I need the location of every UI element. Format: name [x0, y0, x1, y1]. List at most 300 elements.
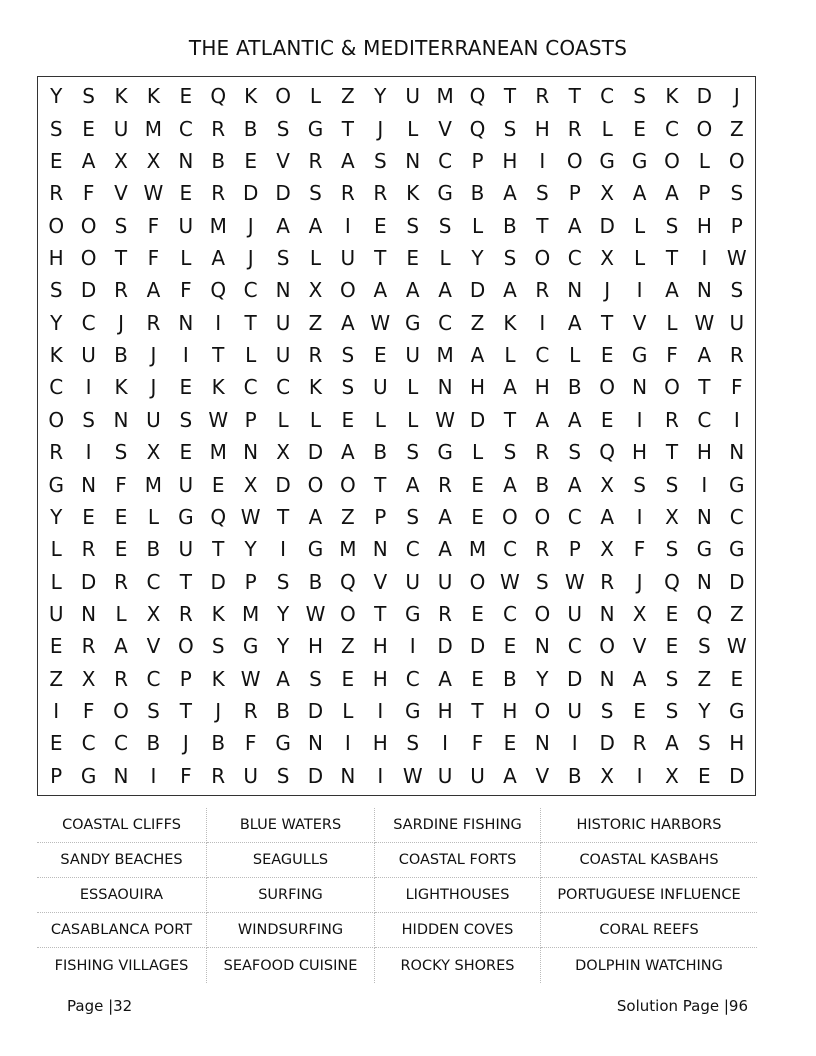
grid-letter: A — [211, 245, 226, 270]
grid-letter: A — [114, 634, 128, 659]
grid-letter: A — [567, 213, 582, 238]
grid-letter: C — [178, 116, 193, 141]
grid-letter: M — [436, 84, 454, 109]
grid-letter: S — [665, 699, 679, 724]
grid-letter: C — [567, 504, 582, 529]
grid-letter: A — [146, 278, 161, 303]
grid-letter: G — [729, 472, 745, 497]
grid-letter: C — [405, 666, 420, 691]
grid-letter: T — [374, 245, 387, 270]
grid-letter: X — [276, 440, 290, 465]
grid-letter: L — [407, 407, 419, 432]
grid-letter: Z — [470, 310, 485, 335]
grid-letter: Y — [244, 537, 257, 562]
grid-letter: N — [599, 601, 615, 626]
grid-letter: K — [211, 666, 225, 691]
grid-letter: G — [729, 537, 745, 562]
grid-letter: G — [307, 116, 324, 141]
grid-letter: B — [146, 731, 161, 756]
grid-letter: T — [536, 213, 549, 238]
grid-letter: E — [600, 343, 614, 368]
grid-letter: I — [215, 310, 222, 335]
grid-letter: H — [696, 213, 712, 238]
grid-letter: W — [726, 245, 747, 270]
grid-letter: X — [600, 537, 614, 562]
grid-letter: L — [698, 148, 710, 173]
grid-letter: N — [113, 407, 129, 432]
grid-letter: A — [567, 407, 582, 432]
grid-letter: Y — [374, 84, 387, 109]
grid-letter: E — [373, 343, 387, 368]
grid-letter: F — [147, 213, 160, 238]
grid-letter: U — [275, 343, 291, 368]
grid-letter: R — [49, 181, 64, 206]
grid-letter: A — [665, 181, 679, 206]
grid-letter: D — [275, 472, 291, 497]
grid-letter: F — [731, 375, 743, 400]
word-list-item: COASTAL CLIFFS — [37, 808, 207, 843]
grid-letter: P — [374, 504, 387, 529]
grid-letter: H — [534, 375, 550, 400]
grid-letter: E — [49, 634, 63, 659]
grid-letter: U — [178, 213, 194, 238]
word-list-item: SEAFOOD CUISINE — [207, 948, 375, 983]
grid-letter: R — [340, 181, 355, 206]
grid-letter: U — [729, 310, 745, 335]
grid-letter: Z — [341, 84, 355, 109]
grid-letter: L — [439, 245, 451, 270]
grid-letter: C — [243, 375, 258, 400]
grid-letter: T — [601, 310, 614, 335]
grid-letter: Z — [729, 116, 744, 141]
grid-letter: A — [503, 181, 517, 206]
grid-letter: I — [539, 148, 546, 173]
grid-letter: G — [404, 310, 421, 335]
grid-letter: X — [665, 504, 679, 529]
grid-letter: S — [665, 213, 679, 238]
grid-letter: O — [340, 601, 356, 626]
grid-letter: R — [535, 537, 550, 562]
grid-letter: E — [633, 116, 646, 141]
grid-letter: E — [698, 763, 711, 788]
grid-letter: B — [503, 213, 517, 238]
grid-letter: L — [633, 245, 646, 270]
grid-letter: G — [178, 504, 194, 529]
grid-letter: V — [276, 148, 290, 173]
grid-letter: J — [247, 213, 254, 238]
grid-letter: R — [632, 731, 647, 756]
grid-letter: D — [567, 666, 583, 691]
grid-letter: R — [114, 569, 128, 594]
word-list-item: SEAGULLS — [207, 843, 375, 878]
grid-letter: L — [50, 537, 62, 562]
grid-letter: U — [437, 569, 453, 594]
grid-letter: X — [146, 601, 161, 626]
grid-letter: O — [566, 148, 583, 173]
grid-letter: M — [144, 472, 163, 497]
grid-letter: O — [48, 407, 65, 432]
grid-letter: J — [636, 569, 643, 594]
grid-letter: I — [636, 504, 643, 529]
grid-letter: E — [503, 634, 517, 659]
grid-letter: X — [665, 763, 679, 788]
grid-letter: N — [81, 601, 97, 626]
word-search-grid-frame — [37, 76, 756, 796]
grid-letter: I — [636, 407, 643, 432]
grid-letter: V — [146, 634, 161, 659]
grid-letter: R — [535, 84, 550, 109]
grid-letter: N — [437, 375, 453, 400]
grid-letter: R — [211, 181, 226, 206]
grid-letter: K — [49, 343, 63, 368]
grid-letter: A — [632, 181, 647, 206]
grid-letter: S — [665, 472, 679, 497]
grid-letter: C — [502, 601, 517, 626]
grid-letter: T — [503, 84, 517, 109]
grid-letter: Q — [696, 601, 713, 626]
grid-letter: X — [308, 278, 323, 303]
grid-letter: A — [276, 213, 290, 238]
grid-letter: R — [81, 634, 96, 659]
grid-letter: L — [471, 440, 484, 465]
grid-letter: W — [726, 634, 747, 659]
grid-letter: X — [600, 181, 614, 206]
grid-letter: B — [535, 472, 550, 497]
grid-letter: H — [372, 634, 388, 659]
grid-letter: C — [146, 569, 161, 594]
grid-letter: R — [49, 440, 64, 465]
grid-letter: T — [212, 537, 225, 562]
grid-letter: E — [665, 601, 679, 626]
grid-letter: Z — [729, 601, 744, 626]
grid-letter: W — [370, 310, 391, 335]
grid-letter: R — [438, 601, 453, 626]
grid-letter: O — [469, 569, 486, 594]
grid-letter: S — [147, 699, 160, 724]
grid-letter: L — [50, 569, 62, 594]
grid-letter: R — [308, 148, 323, 173]
grid-letter: U — [405, 569, 421, 594]
grid-letter: G — [437, 440, 453, 465]
grid-letter: M — [339, 537, 357, 562]
grid-letter: N — [275, 278, 291, 303]
solution-page-reference: Solution Page |96 — [616, 997, 748, 1015]
grid-letter: K — [665, 84, 679, 109]
grid-letter: A — [470, 343, 485, 368]
grid-letter: W — [240, 504, 261, 529]
grid-letter: R — [665, 407, 679, 432]
grid-letter: E — [600, 407, 614, 432]
grid-letter: O — [599, 375, 616, 400]
grid-letter: X — [114, 148, 128, 173]
grid-letter: G — [275, 731, 291, 756]
grid-letter: U — [405, 84, 421, 109]
grid-letter: S — [49, 116, 63, 141]
grid-letter: O — [275, 84, 291, 109]
word-list-item: ESSAOUIRA — [37, 878, 207, 913]
grid-letter: O — [340, 278, 356, 303]
grid-letter: A — [405, 472, 420, 497]
grid-letter: S — [276, 569, 290, 594]
word-list-item: SURFING — [207, 878, 375, 913]
grid-letter: P — [471, 148, 484, 173]
grid-letter: L — [601, 116, 613, 141]
grid-letter: S — [406, 440, 420, 465]
grid-letter: D — [729, 569, 745, 594]
grid-letter: E — [471, 504, 484, 529]
grid-letter: A — [341, 440, 355, 465]
grid-letter: E — [114, 504, 128, 529]
grid-letter: D — [696, 84, 713, 109]
grid-letter: U — [275, 310, 291, 335]
grid-letter: N — [307, 731, 323, 756]
grid-letter: G — [48, 472, 64, 497]
grid-letter: R — [729, 343, 744, 368]
grid-letter: T — [568, 84, 581, 109]
grid-letter: Q — [469, 116, 486, 141]
grid-letter: Y — [536, 666, 549, 691]
grid-letter: Z — [341, 504, 355, 529]
grid-letter: B — [567, 763, 582, 788]
grid-letter: A — [438, 504, 452, 529]
grid-letter: O — [599, 634, 616, 659]
page-number: Page |32 — [67, 997, 133, 1015]
grid-letter: S — [276, 245, 290, 270]
word-list-item: HIDDEN COVES — [375, 913, 541, 948]
word-search-grid — [38, 77, 755, 795]
grid-letter: O — [534, 245, 551, 270]
grid-letter: T — [179, 569, 192, 594]
grid-letter: S — [406, 504, 420, 529]
word-list-item: WINDSURFING — [207, 913, 375, 948]
grid-letter: H — [729, 731, 745, 756]
grid-letter: E — [665, 634, 679, 659]
grid-letter: S — [633, 472, 646, 497]
grid-letter: N — [372, 537, 388, 562]
grid-letter: S — [406, 731, 420, 756]
grid-letter: O — [48, 213, 65, 238]
grid-letter: G — [729, 699, 745, 724]
grid-letter: D — [599, 731, 615, 756]
grid-letter: T — [471, 699, 484, 724]
grid-letter: T — [341, 116, 354, 141]
grid-letter: G — [307, 537, 324, 562]
grid-letter: S — [633, 84, 646, 109]
grid-letter: A — [503, 472, 517, 497]
grid-letter: F — [147, 245, 160, 270]
grid-letter: A — [308, 504, 323, 529]
grid-letter: C — [567, 245, 582, 270]
word-list-item: LIGHTHOUSES — [375, 878, 541, 913]
grid-letter: Q — [210, 504, 227, 529]
page-title: THE ATLANTIC & MEDITERRANEAN COASTS — [188, 36, 628, 60]
grid-letter: U — [81, 343, 96, 368]
grid-letter: A — [697, 343, 712, 368]
grid-letter: N — [729, 440, 745, 465]
grid-letter: L — [374, 407, 386, 432]
grid-letter: L — [666, 310, 678, 335]
grid-letter: U — [113, 116, 129, 141]
grid-letter: I — [701, 472, 708, 497]
grid-letter: D — [307, 763, 324, 788]
word-list-item: FISHING VILLAGES — [37, 948, 207, 983]
grid-letter: C — [697, 407, 712, 432]
grid-letter: B — [243, 116, 258, 141]
grid-letter: F — [115, 472, 127, 497]
grid-letter: K — [244, 84, 258, 109]
grid-letter: C — [567, 634, 582, 659]
grid-letter: P — [698, 181, 711, 206]
grid-letter: J — [215, 699, 222, 724]
grid-letter: R — [308, 343, 323, 368]
grid-letter: A — [665, 731, 679, 756]
grid-letter: L — [633, 213, 646, 238]
grid-letter: Q — [210, 278, 227, 303]
grid-letter: E — [730, 666, 744, 691]
grid-letter: N — [243, 440, 259, 465]
grid-letter: J — [150, 375, 157, 400]
grid-letter: E — [341, 407, 355, 432]
grid-letter: G — [631, 148, 648, 173]
grid-letter: E — [49, 731, 63, 756]
grid-letter: W — [143, 181, 164, 206]
grid-letter: W — [500, 569, 520, 594]
grid-letter: I — [571, 731, 578, 756]
grid-letter: B — [211, 148, 226, 173]
grid-letter: W — [208, 407, 229, 432]
grid-letter: D — [242, 181, 259, 206]
grid-letter: B — [470, 181, 485, 206]
grid-letter: N — [113, 763, 129, 788]
grid-letter: W — [564, 569, 585, 594]
grid-letter: C — [502, 537, 517, 562]
grid-letter: I — [409, 634, 416, 659]
grid-letter: S — [114, 440, 128, 465]
grid-letter: R — [146, 310, 161, 335]
grid-letter: E — [633, 699, 646, 724]
grid-letter: J — [377, 116, 384, 141]
grid-letter: S — [503, 440, 517, 465]
grid-letter: G — [404, 601, 421, 626]
grid-letter: H — [632, 440, 648, 465]
grid-letter: N — [178, 148, 194, 173]
grid-letter: N — [599, 666, 615, 691]
grid-letter: Y — [276, 634, 290, 659]
grid-letter: D — [437, 634, 453, 659]
grid-letter: R — [535, 440, 550, 465]
grid-letter: I — [85, 375, 92, 400]
grid-letter: I — [442, 731, 449, 756]
grid-letter: D — [80, 278, 97, 303]
grid-letter: L — [309, 407, 322, 432]
grid-letter: L — [407, 116, 419, 141]
grid-letter: R — [373, 181, 388, 206]
grid-letter: N — [567, 278, 583, 303]
grid-letter: P — [244, 407, 257, 432]
grid-letter: I — [636, 763, 643, 788]
grid-letter: L — [309, 84, 322, 109]
grid-letter: U — [178, 472, 194, 497]
grid-letter: E — [471, 666, 484, 691]
grid-letter: G — [631, 343, 648, 368]
grid-letter: A — [600, 504, 614, 529]
grid-letter: H — [372, 666, 388, 691]
grid-letter: I — [150, 763, 157, 788]
grid-letter: B — [308, 569, 323, 594]
grid-letter: R — [114, 666, 128, 691]
grid-letter: A — [503, 375, 517, 400]
grid-letter: G — [404, 699, 421, 724]
grid-letter: U — [567, 699, 583, 724]
grid-letter: O — [80, 245, 97, 270]
grid-letter: M — [144, 116, 163, 141]
grid-letter: L — [504, 343, 516, 368]
grid-letter: E — [341, 666, 355, 691]
grid-letter: L — [407, 375, 419, 400]
grid-letter: A — [535, 407, 550, 432]
grid-letter: I — [280, 537, 287, 562]
grid-letter: X — [600, 472, 614, 497]
grid-letter: F — [666, 343, 678, 368]
grid-letter: S — [535, 569, 549, 594]
grid-letter: E — [179, 440, 193, 465]
grid-letter: O — [664, 375, 680, 400]
grid-letter: J — [118, 310, 124, 335]
grid-letter: J — [247, 245, 254, 270]
grid-letter: C — [243, 278, 258, 303]
grid-letter: E — [471, 472, 484, 497]
grid-letter: K — [503, 310, 517, 335]
grid-letter: C — [114, 731, 128, 756]
grid-letter: E — [406, 245, 420, 270]
word-list-item: SANDY BEACHES — [37, 843, 207, 878]
grid-letter: L — [147, 504, 159, 529]
grid-letter: O — [664, 148, 680, 173]
grid-letter: L — [115, 601, 127, 626]
grid-letter: S — [698, 634, 711, 659]
grid-letter: I — [53, 699, 60, 724]
grid-letter: K — [114, 84, 128, 109]
grid-letter: G — [696, 537, 713, 562]
grid-letter: A — [567, 472, 582, 497]
grid-letter: V — [438, 116, 452, 141]
grid-letter: D — [307, 440, 324, 465]
grid-letter: D — [210, 569, 226, 594]
grid-letter: P — [179, 666, 192, 691]
grid-letter: R — [81, 537, 96, 562]
grid-letter: C — [535, 343, 550, 368]
grid-letter: Q — [340, 569, 356, 594]
grid-letter: D — [307, 699, 324, 724]
grid-letter: K — [308, 375, 323, 400]
grid-letter: N — [81, 472, 97, 497]
grid-letter: U — [340, 245, 356, 270]
word-list-item: HISTORIC HARBORS — [541, 808, 757, 843]
grid-letter: U — [372, 375, 388, 400]
word-list-item: BLUE WATERS — [207, 808, 375, 843]
grid-letter: N — [340, 763, 356, 788]
grid-letter: O — [80, 213, 97, 238]
grid-letter: C — [664, 116, 679, 141]
grid-letter: S — [276, 116, 290, 141]
grid-letter: A — [308, 213, 323, 238]
grid-letter: R — [178, 601, 193, 626]
grid-letter: C — [405, 537, 420, 562]
grid-letter: D — [275, 181, 291, 206]
grid-letter: L — [245, 343, 257, 368]
grid-letter: H — [502, 699, 518, 724]
grid-letter: T — [114, 245, 128, 270]
